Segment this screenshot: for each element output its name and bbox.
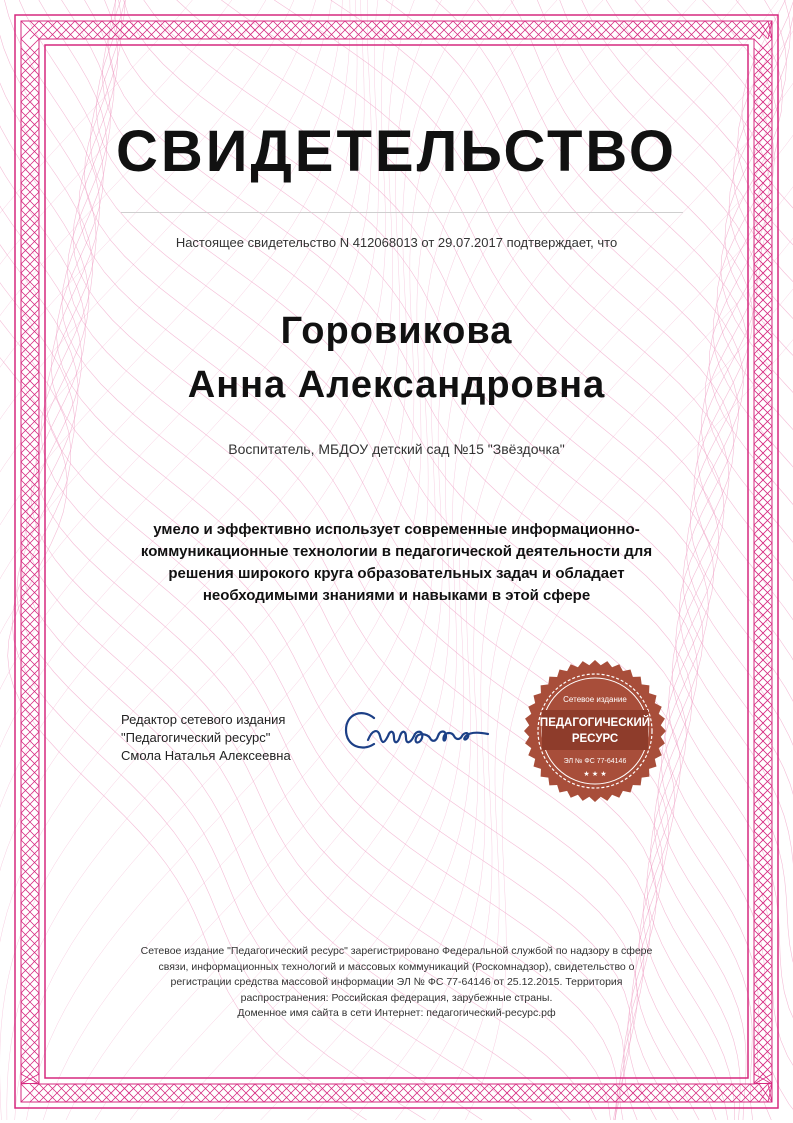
title-divider xyxy=(121,212,683,213)
signatory-block xyxy=(121,711,291,765)
achievement-line: коммуникационные технологии в педагогической деятельности для xyxy=(140,543,653,560)
certificate-intro: Настоящее свидетельство N 412068013 от 29.07.2017 подтверждает, что xyxy=(175,235,618,250)
achievement-text xyxy=(110,519,683,607)
registration-footer xyxy=(100,944,693,1022)
stamp-top-text: Сетевое издание xyxy=(563,695,627,704)
stamp-stars: ★ ★ ★ xyxy=(583,770,607,778)
stamp-title-line2: РЕСУРС xyxy=(571,733,619,745)
recipient-first-middle-name: Анна Александровна xyxy=(187,364,606,406)
footer-line: связи, информационных технологий и массовых коммуникаций (Роскомнадзор), свидетельство о xyxy=(158,960,635,973)
footer-line: распространения: Российская федерация, зарубежные страны. xyxy=(240,991,553,1004)
publication-stamp xyxy=(522,658,668,804)
recipient-position: Воспитатель, МБДОУ детский сад №15 "Звёздочка" xyxy=(228,441,565,457)
footer-line: регистрации средства массовой информации ЭЛ № ФС 77-64146 от 25.12.2015. Территория xyxy=(170,976,623,988)
stamp-reg-number: ЭЛ № ФС 77-64146 xyxy=(563,758,627,765)
stamp-title-line1: ПЕДАГОГИЧЕСКИЙ xyxy=(539,717,651,729)
signatory-title: Редактор сетевого издания xyxy=(121,712,286,727)
signatory-name: Смола Наталья Алексеевна xyxy=(121,748,291,763)
handwritten-signature xyxy=(338,700,498,760)
achievement-line: необходимыми знаниями и навыками в этой сфере xyxy=(202,587,591,604)
achievement-line: умело и эффективно использует современные информационно- xyxy=(153,521,640,538)
footer-line: Сетевое издание "Педагогический ресурс" зарегистрировано Федеральной службой по надзору в сфере xyxy=(140,945,653,957)
footer-line: Доменное имя сайта в сети Интернет: педагогический-ресурс.рф xyxy=(237,1007,556,1019)
achievement-line: решения широкого круга образовательных задач и обладает xyxy=(168,565,625,582)
signatory-publication: "Педагогический ресурс" xyxy=(121,730,271,745)
recipient-last-name: Горовикова xyxy=(280,310,513,352)
certificate-title: СВИДЕТЕЛЬСТВО xyxy=(116,119,677,184)
